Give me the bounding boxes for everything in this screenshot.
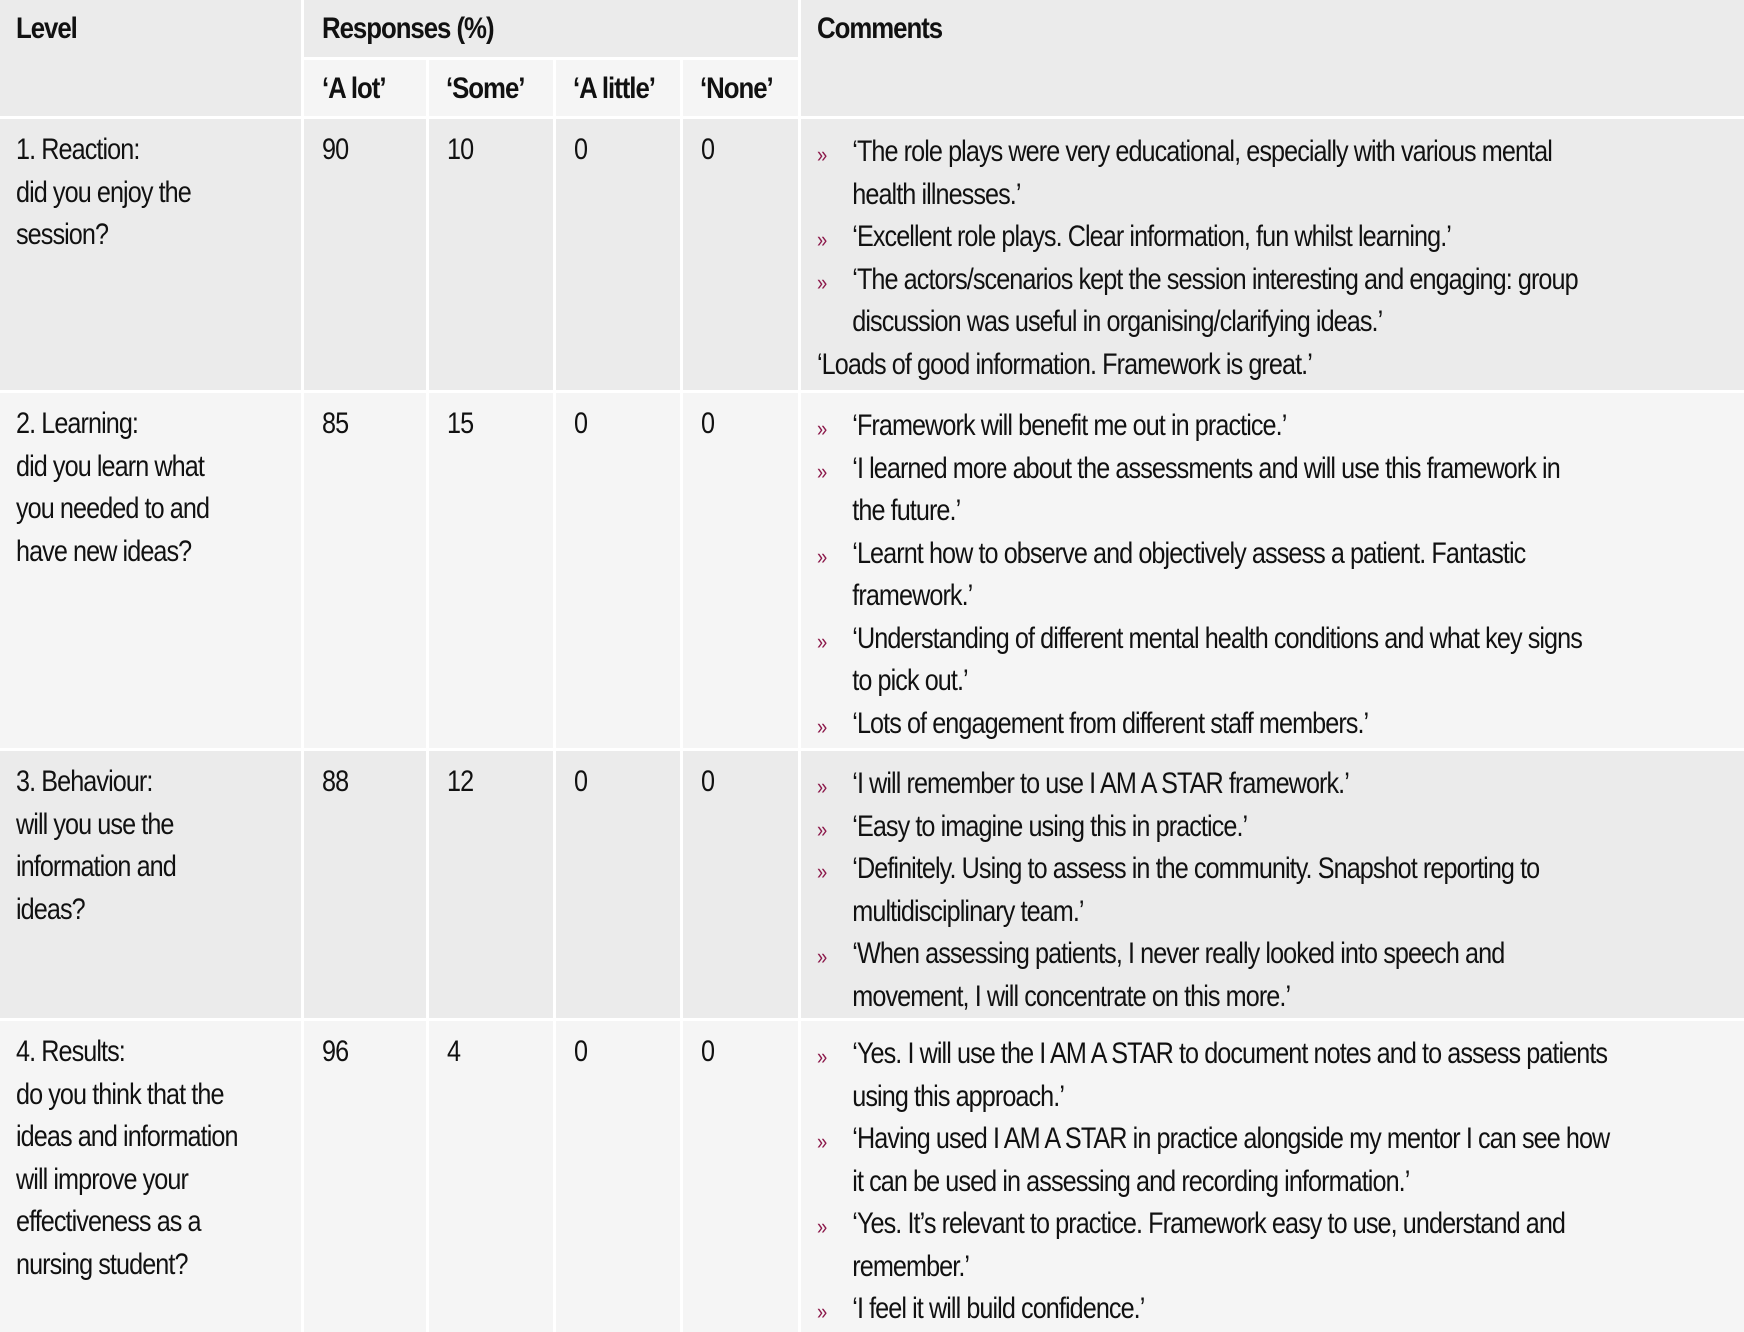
comments-list — [817, 405, 1582, 745]
level-label-line: session? — [16, 218, 109, 251]
comment-text-line: discussion was useful in organising/clarifying ideas.’ — [852, 305, 1383, 338]
comment-text-line: ‘Having used I AM A STAR in practice alongside my mentor I can see how — [852, 1122, 1610, 1155]
header-comments-cell — [801, 0, 1744, 116]
comment-text-line: ‘Framework will benefit me out in practice.’ — [852, 409, 1287, 442]
header-comments: Comments — [817, 12, 943, 45]
response-value-some: 12 — [447, 765, 474, 798]
comments-list — [817, 1033, 1609, 1331]
response-value-none: 0 — [701, 407, 715, 440]
comment-text-line: ‘The role plays were very educational, especially with various mental — [852, 135, 1552, 168]
bullet-chevron-icon: » — [817, 1044, 827, 1069]
table-cell-none — [683, 119, 798, 390]
comment-item — [817, 1118, 1609, 1203]
header-option-none-cell — [683, 60, 798, 116]
level-label-line: nursing student? — [16, 1247, 188, 1281]
bullet-chevron-icon: » — [817, 1129, 827, 1154]
comment-text-line: ‘Understanding of different mental health conditions and what key signs — [852, 621, 1582, 655]
bullet-chevron-icon: » — [817, 859, 827, 884]
level-label — [16, 403, 209, 573]
level-label-line: ideas and information — [16, 1120, 238, 1153]
level-label — [16, 761, 176, 931]
response-value-a-little: 0 — [574, 1035, 588, 1068]
comment-item — [817, 1203, 1609, 1288]
level-label-line: do you think that the — [16, 1077, 224, 1111]
table-cell-comments — [801, 119, 1744, 390]
comment-text-line: using this approach.’ — [852, 1079, 1065, 1113]
level-label — [16, 129, 191, 257]
response-value-a-little: 0 — [574, 765, 588, 798]
table-cell-none — [683, 393, 798, 748]
bullet-chevron-icon: » — [817, 628, 827, 654]
table-cell-level — [0, 751, 301, 1018]
bullet-chevron-icon: » — [817, 713, 827, 739]
level-label — [16, 1031, 238, 1286]
response-value-none: 0 — [701, 765, 715, 798]
table-cell-comments — [801, 1021, 1744, 1332]
header-option-some-cell — [429, 60, 553, 116]
bullet-chevron-icon: » — [817, 416, 827, 441]
header-option-a-little-cell — [556, 60, 680, 116]
table-cell-a-lot — [304, 751, 426, 1018]
bullet-chevron-icon: » — [817, 269, 827, 295]
comment-item — [817, 703, 1582, 746]
table-cell-level — [0, 119, 301, 390]
comment-text-line: ‘Learnt how to observe and objectively assess a patient. Fantastic — [852, 536, 1526, 570]
comment-text-line: ‘When assessing patients, I never really looked into speech and — [852, 937, 1505, 970]
comment-text-line: to pick out.’ — [852, 664, 968, 697]
level-label-line: did you learn what — [16, 449, 204, 483]
comment-item — [817, 344, 1578, 387]
comment-item — [817, 806, 1539, 849]
level-label-line: ideas? — [16, 892, 85, 926]
header-responses-cell — [304, 0, 798, 57]
comment-text-line: ‘The actors/scenarios kept the session interesting and engaging: group — [852, 262, 1578, 296]
level-label-line: 1. Reaction: — [16, 133, 140, 166]
bullet-chevron-icon: » — [817, 543, 827, 569]
comment-item — [817, 216, 1578, 259]
bullet-chevron-icon: » — [817, 1214, 827, 1239]
comment-text-line: movement, I will concentrate on this more.’ — [852, 979, 1291, 1013]
comment-item — [817, 618, 1582, 703]
comment-text-line: it can be used in assessing and recording information.’ — [852, 1164, 1410, 1198]
comment-text-line: the future.’ — [852, 494, 961, 527]
table-cell-some — [429, 751, 553, 1018]
header-option-some: ‘Some’ — [446, 72, 525, 105]
response-value-some: 10 — [447, 133, 474, 166]
comment-text-line: ‘Loads of good information. Framework is great.’ — [817, 347, 1312, 381]
response-value-some: 4 — [447, 1035, 461, 1068]
level-label-line: effectiveness as a — [16, 1205, 201, 1238]
comments-list — [817, 131, 1578, 386]
comment-text-line: ‘Yes. I will use the I AM A STAR to document notes and to assess patients — [852, 1037, 1608, 1070]
comment-text-line: ‘Easy to imagine using this in practice.’ — [852, 809, 1248, 843]
header-option-a-lot: ‘A lot’ — [322, 72, 386, 105]
table-cell-none — [683, 1021, 798, 1332]
response-value-a-lot: 88 — [322, 765, 349, 798]
comment-text-line: ‘I feel it will build confidence.’ — [852, 1292, 1145, 1325]
response-value-a-lot: 90 — [322, 133, 349, 166]
response-value-a-little: 0 — [574, 133, 588, 166]
level-label-line: information and — [16, 850, 176, 883]
table-cell-none — [683, 751, 798, 1018]
level-label-line: have new ideas? — [16, 534, 192, 568]
table-cell-a-little — [556, 751, 680, 1018]
comment-text-line: health illnesses.’ — [852, 177, 1021, 211]
comment-text-line: ‘Yes. It’s relevant to practice. Framework easy to use, understand and — [852, 1207, 1566, 1240]
response-value-none: 0 — [701, 1035, 715, 1068]
table-cell-a-little — [556, 119, 680, 390]
comment-text-line: remember.’ — [852, 1249, 970, 1283]
comment-text-line: framework.’ — [852, 579, 973, 612]
table-cell-comments — [801, 751, 1744, 1018]
header-option-none: ‘None’ — [700, 72, 773, 105]
table-cell-some — [429, 393, 553, 748]
comment-text-line: multidisciplinary team.’ — [852, 894, 1084, 928]
comment-item — [817, 405, 1582, 448]
comment-text-line: ‘Definitely. Using to assess in the community. Snapshot reporting to — [852, 852, 1540, 885]
level-label-line: you needed to and — [16, 492, 210, 525]
table-cell-a-lot — [304, 1021, 426, 1332]
table-cell-a-little — [556, 393, 680, 748]
comment-item — [817, 131, 1578, 216]
bullet-chevron-icon: » — [817, 458, 827, 484]
response-value-none: 0 — [701, 133, 715, 166]
comment-item — [817, 1033, 1609, 1118]
table-cell-level — [0, 1021, 301, 1332]
table-cell-some — [429, 1021, 553, 1332]
bullet-chevron-icon: » — [817, 142, 827, 167]
comment-text-line: ‘Lots of engagement from different staff members.’ — [852, 706, 1369, 740]
response-value-a-lot: 85 — [322, 407, 349, 440]
header-level-cell — [0, 0, 301, 116]
level-label-line: did you enjoy the — [16, 175, 191, 209]
level-label-line: 3. Behaviour: — [16, 765, 153, 798]
response-value-a-lot: 96 — [322, 1035, 349, 1068]
comments-list — [817, 763, 1539, 1018]
table-cell-a-lot — [304, 119, 426, 390]
header-option-a-lot-cell — [304, 60, 426, 116]
table-cell-a-lot — [304, 393, 426, 748]
comment-text-line: ‘Excellent role plays. Clear information, fun whilst learning.’ — [852, 220, 1451, 253]
bullet-chevron-icon: » — [817, 816, 827, 842]
comment-text-line: ‘I learned more about the assessments and will use this framework in — [852, 451, 1560, 485]
table-cell-some — [429, 119, 553, 390]
level-label-line: 2. Learning: — [16, 407, 139, 440]
level-label-line: will you use the — [16, 807, 174, 841]
comment-item — [817, 1288, 1609, 1331]
response-value-a-little: 0 — [574, 407, 588, 440]
comment-item — [817, 763, 1539, 806]
comment-item — [817, 259, 1578, 344]
level-label-line: 4. Results: — [16, 1035, 125, 1068]
bullet-chevron-icon: » — [817, 1299, 827, 1324]
bullet-chevron-icon: » — [817, 774, 827, 799]
bullet-chevron-icon: » — [817, 944, 827, 969]
bullet-chevron-icon: » — [817, 227, 827, 252]
comment-item — [817, 533, 1582, 618]
header-responses: Responses (%) — [322, 12, 494, 45]
comment-text-line: ‘I will remember to use I AM A STAR framework.’ — [852, 767, 1349, 800]
header-option-a-little: ‘A little’ — [573, 72, 655, 105]
table-cell-comments — [801, 393, 1744, 748]
comment-item — [817, 933, 1539, 1018]
level-label-line: will improve your — [16, 1162, 188, 1196]
response-value-some: 15 — [447, 407, 474, 440]
comment-item — [817, 448, 1582, 533]
table-cell-a-little — [556, 1021, 680, 1332]
table-cell-level — [0, 393, 301, 748]
header-level: Level — [16, 12, 77, 45]
comment-item — [817, 848, 1539, 933]
